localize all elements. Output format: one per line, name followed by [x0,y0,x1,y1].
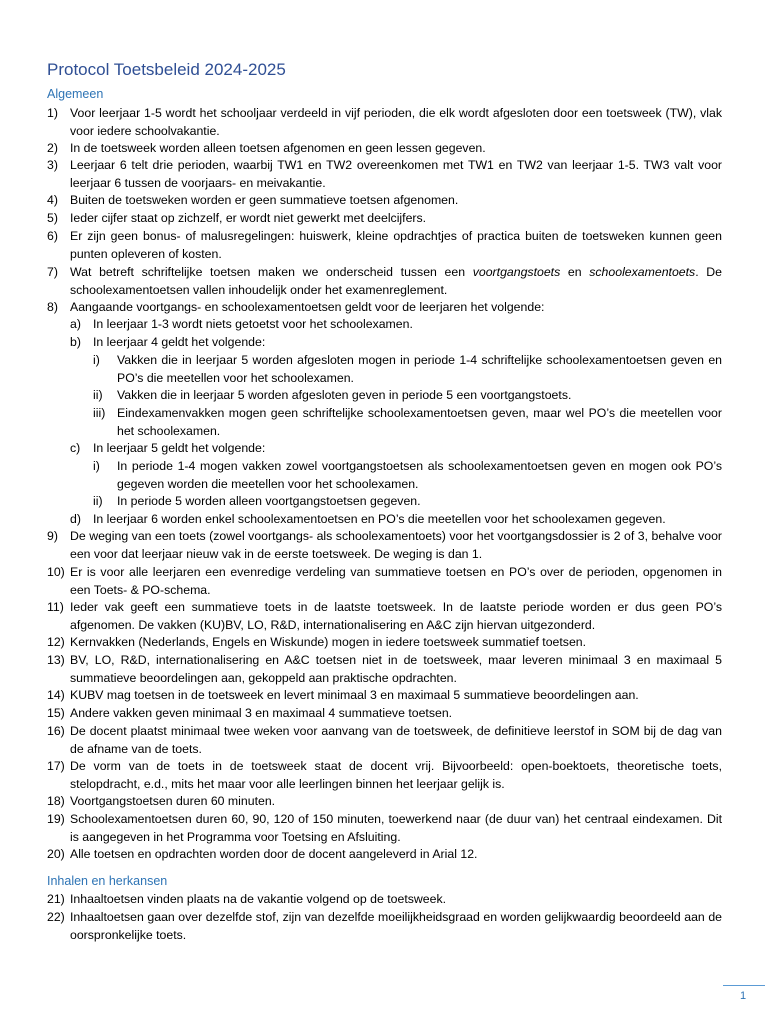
list-item-8b-i: i) Vakken die in leerjaar 5 worden afgesloten mogen in periode 1-4 schriftelijke schoolexamentoetsen geven en PO’s die meetellen voor het schoolexamen. [93,353,722,385]
list-item-8c: c) In leerjaar 5 geldt het volgende: [70,441,266,455]
list-item-8: 8) Aangaande voortgangs- en schoolexamentoetsen geldt voor de leerjaren het volgende: [47,300,545,314]
list-item-18: 18) Voortgangstoetsen duren 60 minuten. [47,794,276,808]
list-item-8b: b) In leerjaar 4 geldt het volgende: [70,335,266,349]
list-item-7: 7) Wat betreft schriftelijke toetsen maken we onderscheid tussen een voortgangstoets en schoolexamentoets. De schoolexamentoetsen vallen inhoudelijk onder het examenreglement. [47,265,722,297]
list-item-17: 17) De vorm van de toets in de toetsweek staat de docent vrij. Bijvoorbeeld: open-boektoets, theoretische toets, stelopdracht, e.d., mits het maar voor alle leerlingen binnen het leerjaar gelijk is. [47,759,722,791]
list-item-1: 1) Voor leerjaar 1-5 wordt het schooljaar verdeeld in vijf perioden, die elk wordt afgesloten door een toetsweek (TW), vlak voor iedere schoolvakantie. [47,106,722,138]
list-item-8d: d) In leerjaar 6 worden enkel schoolexamentoetsen en PO’s die meetellen voor het schoolexamen gegeven. [70,512,666,526]
section-heading-algemeen: Algemeen [47,87,104,101]
list-item-22: 22) Inhaaltoetsen gaan over dezelfde stof, zijn van dezelfde moeilijkheidsgraad en worden gelijkwaardig beoordeeld aan de oorspronkelijke toets. [47,910,722,942]
list-item-8c-ii: ii) In periode 5 worden alleen voortgangstoetsen gegeven. [93,494,421,508]
list-item-3: 3) Leerjaar 6 telt drie perioden, waarbij TW1 en TW2 overeenkomen met TW1 en TW2 van leerjaar 1-5. TW3 valt voor leerjaar 6 tussen de voorjaars- en meivakantie. [47,158,722,190]
list-item-21: 21) Inhaaltoetsen vinden plaats na de vakantie volgend op de toetsweek. [47,892,447,906]
list-item-19: 19) Schoolexamentoetsen duren 60, 90, 120 of 150 minuten, toewerkend naar (de duur van) het centraal eindexamen. Dit is aangegeven in het Programma voor Toetsing en Afsluiting. [47,812,722,844]
list-item-6: 6) Er zijn geen bonus- of malusregelingen: huiswerk, kleine opdrachtjes of practica buiten de toetsweken kunnen geen punten opleveren of kosten. [47,229,722,261]
footer-divider [723,985,765,986]
list-item-10: 10) Er is voor alle leerjaren een evenredige verdeling van summatieve toetsen en PO’s over de perioden, opgenomen in een Toets- & PO-schema. [47,565,722,597]
list-item-4: 4) Buiten de toetsweken worden er geen summatieve toetsen afgenomen. [47,193,459,207]
list-item-8b-iii: iii) Eindexamenvakken mogen geen schriftelijke schoolexamentoetsen geven, maar wel PO’s die meetellen voor het schoolexamen. [93,406,722,438]
list-item-8c-i: i) In periode 1-4 mogen vakken zowel voortgangstoetsen als schoolexamentoetsen geven en mogen ook PO’s gegeven worden die meetellen voor het schoolexamen. [93,459,722,491]
list-item-20: 20) Alle toetsen en opdrachten worden door de docent aangeleverd in Arial 12. [47,847,478,861]
list-item-8a: a) In leerjaar 1-3 wordt niets getoetst voor het schoolexamen. [70,317,413,331]
list-item-16: 16) De docent plaatst minimaal twee weken voor aanvang van de toetsweek, de definitieve leerstof in SOM bij de dag van de afname van de toets. [47,724,722,756]
list-item-13: 13) BV, LO, R&D, internationalisering en A&C toetsen niet in de toetsweek, maar leveren minimaal 3 en maximaal 5 summatieve beoordelingen aan, gekoppeld aan praktische opdrachten. [47,653,722,685]
list-item-2: 2) In de toetsweek worden alleen toetsen afgenomen en geen lessen gegeven. [47,141,486,155]
list-item-11: 11) Ieder vak geeft een summatieve toets in de laatste toetsweek. In de laatste periode worden er dus geen PO’s afgenomen. De vakken (KU)BV, LO, R&D, internationalisering en A&C zijn hiervan uitgezonderd. [47,600,722,632]
list-item-14: 14) KUBV mag toetsen in de toetsweek en levert minimaal 3 en maximaal 5 summatieve beoordelingen aan. [47,688,639,702]
list-item-12: 12) Kernvakken (Nederlands, Engels en Wiskunde) mogen in iedere toetsweek summatief toetsen. [47,635,587,649]
list-item-15: 15) Andere vakken geven minimaal 3 en maximaal 4 summatieve toetsen. [47,706,453,720]
document-title: Protocol Toetsbeleid 2024-2025 [47,60,286,79]
list-item-9: 9) De weging van een toets (zowel voortgangs- als schoolexamentoets) voor het voortgangsdossier is 2 of 3, behalve voor een voor dat leerjaar nieuw vak in de eerste toetsweek. De weging is dan 1. [47,529,722,561]
section-heading-inhalen: Inhalen en herkansen [47,874,168,888]
page-number: 1 [740,990,747,1002]
list-item-5: 5) Ieder cijfer staat op zichzelf, er wordt niet gewerkt met deelcijfers. [47,211,427,225]
list-item-8b-ii: ii) Vakken die in leerjaar 5 worden afgesloten geven in periode 5 een voortgangstoets. [93,388,572,402]
